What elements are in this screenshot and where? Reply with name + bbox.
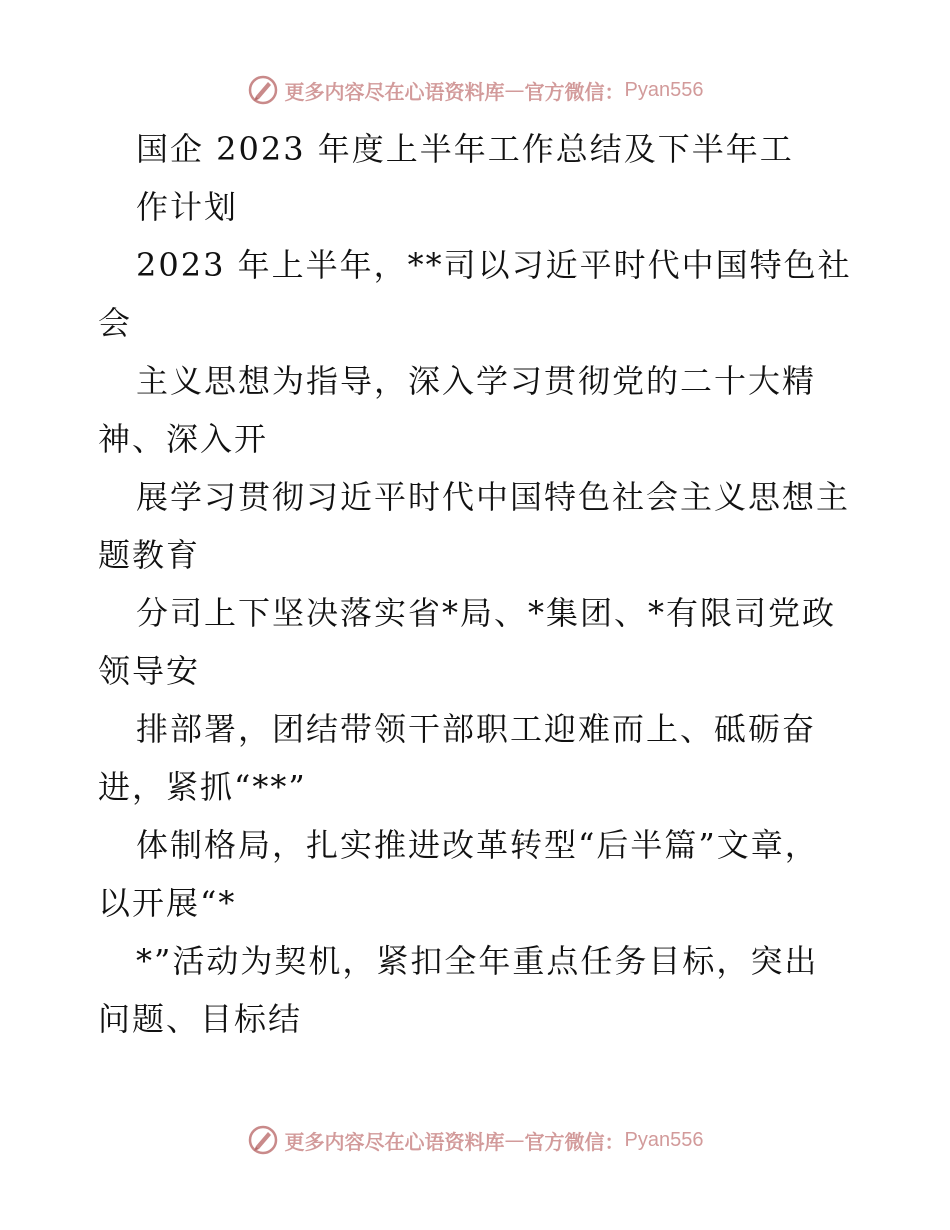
pen-logo-icon: [247, 1124, 279, 1156]
document-body: [98, 120, 868, 1048]
text-line: 展学习贯彻习近平时代中国特色社会主义思想主: [136, 478, 851, 516]
text-line: 分司上下坚决落实省*局、*集团、*有限司党政: [136, 594, 837, 632]
text-line: 排部署，团结带领干部职工迎难而上、砥砺奋: [136, 710, 817, 748]
text-line: 国企 2023 年度上半年工作总结及下半年工: [136, 130, 794, 168]
header-watermark: [0, 70, 950, 110]
text-line: 进，紧抓“**”: [98, 768, 307, 806]
text-line: 题教育: [98, 536, 201, 574]
watermark-account: Pyan556: [624, 1128, 704, 1151]
text-line: 主义思想为指导，深入学习贯彻党的二十大精: [136, 362, 817, 400]
watermark-separator: —: [504, 1128, 525, 1152]
watermark-main-text: 更多内容尽在心语资料库: [284, 1129, 505, 1154]
watermark-separator: —: [504, 78, 525, 102]
text-line: 2023 年上半年，**司以习近平时代中国特色社: [136, 246, 852, 284]
watermark-account: Pyan556: [624, 78, 704, 101]
text-line: 神、深入开: [98, 420, 269, 458]
text-line: 以开展“*: [98, 884, 237, 922]
text-line: *”活动为契机，紧扣全年重点任务目标，突出: [136, 942, 819, 980]
text-line: 会: [98, 304, 133, 342]
text-line: 问题、目标结: [98, 1000, 303, 1038]
text-line: 体制格局，扎实推进改革转型“后半篇”文章，: [136, 826, 819, 864]
text-line: 领导安: [98, 652, 201, 690]
watermark-main-text: 更多内容尽在心语资料库: [284, 79, 505, 104]
watermark-label: 官方微信：: [524, 79, 625, 104]
pen-logo-icon: [247, 74, 279, 106]
watermark-label: 官方微信：: [524, 1129, 625, 1154]
footer-watermark: [0, 1120, 950, 1160]
text-line: 作计划: [136, 188, 239, 226]
